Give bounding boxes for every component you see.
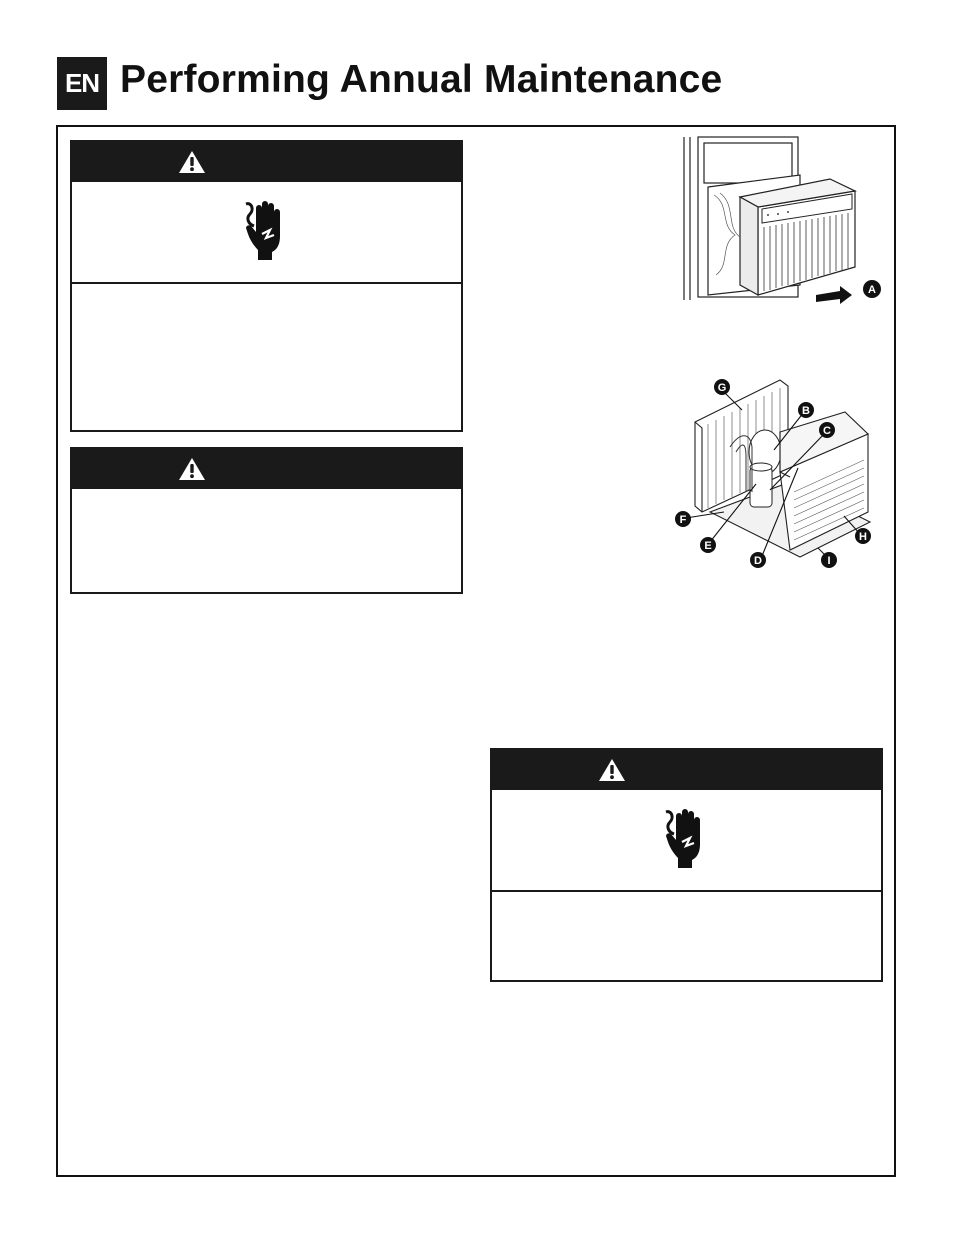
electrical-shock-hand-icon xyxy=(662,808,712,870)
warning-box-electrical-shock-2 xyxy=(490,748,883,982)
page-title: Performing Annual Maintenance xyxy=(120,58,723,101)
warning-header-bar xyxy=(72,449,461,489)
warning-triangle-icon xyxy=(178,150,206,174)
callout-c: C xyxy=(823,425,831,437)
callout-b: B xyxy=(802,405,810,417)
electrical-shock-hand-icon xyxy=(242,200,292,262)
figure-chassis-removal xyxy=(680,135,890,315)
language-badge: EN xyxy=(57,57,107,110)
warning-box-general xyxy=(70,447,463,594)
warning-triangle-icon xyxy=(178,457,206,481)
warning-triangle-icon xyxy=(598,758,626,782)
callout-e: E xyxy=(704,540,712,552)
warning-header-bar xyxy=(72,142,461,182)
warning-header-bar xyxy=(492,750,881,790)
callout-i: I xyxy=(827,555,831,567)
warning-symbol-area xyxy=(72,182,461,284)
callout-f: F xyxy=(679,514,687,526)
figure-chassis-components xyxy=(670,372,880,572)
warning-symbol-area xyxy=(492,790,881,892)
callout-d: D xyxy=(754,555,762,567)
callout-a: A xyxy=(868,284,876,296)
warning-box-electrical-shock xyxy=(70,140,463,432)
callout-g: G xyxy=(717,382,727,394)
callout-h: H xyxy=(859,531,867,543)
